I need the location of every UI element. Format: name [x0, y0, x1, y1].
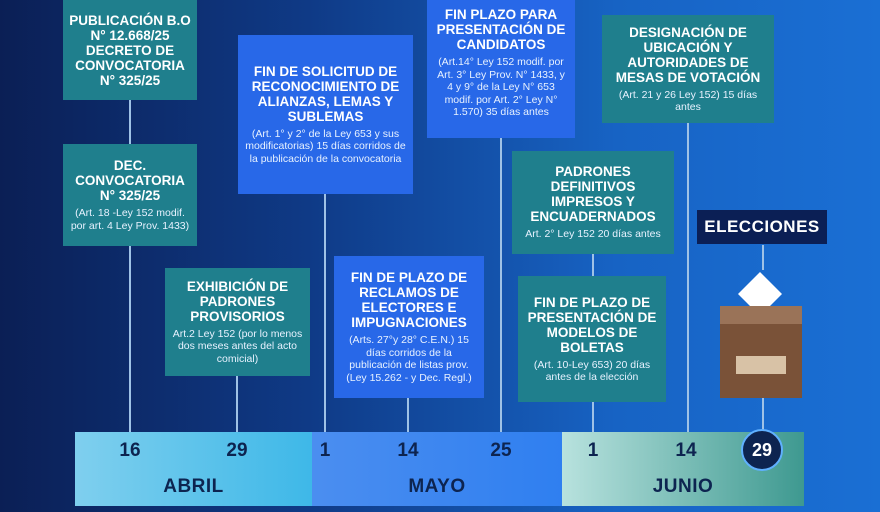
event-padrones-definitivos [512, 151, 674, 254]
day-mayo-25: 25 [490, 440, 512, 461]
event-detail: (Art. 1° y 2° de la Ley 653 y sus modificatorias) 15 días corridos de la publicación de la convocatoria [245, 127, 406, 165]
day-junio-1: 1 [587, 440, 599, 461]
event-exhibicion-padrones [165, 268, 310, 376]
elecciones-label: ELECCIONES [697, 210, 827, 244]
election-day-circle: 29 [741, 429, 783, 471]
event-title: PUBLICACIÓN B.O N° 12.668/25 DECRETO DE CONVOCATORIA N° 325/25 [69, 12, 191, 88]
event-title: DESIGNACIÓN DE UBICACIÓN Y AUTORIDADES DE MESAS DE VOTACIÓN [615, 24, 761, 85]
event-presentacion-candidatos [427, 0, 575, 138]
connector-line [762, 397, 764, 430]
connector-line [592, 402, 594, 432]
event-modelos-boletas [518, 276, 666, 402]
event-detail: Art.2 Ley 152 (por lo menos dos meses antes del acto comicial) [172, 327, 303, 365]
month-abril: ABRIL [163, 476, 224, 497]
event-publicacion-decreto [63, 0, 197, 100]
connector-line [762, 245, 764, 270]
day-abril-16: 16 [119, 440, 141, 461]
connector-line [324, 194, 326, 432]
connector-line [592, 254, 594, 276]
day-mayo-1: 1 [319, 440, 331, 461]
event-title: FIN PLAZO PARA PRESENTACIÓN DE CANDIDATOS [436, 7, 566, 53]
connector-line [687, 123, 689, 432]
event-detail: (Art. 18 -Ley 152 modif. por art. 4 Ley Prov. 1433) [70, 207, 190, 232]
event-detail: Art. 2° Ley 152 20 días antes [525, 228, 661, 241]
event-title: DEC. CONVOCATORIA N° 325/25 [75, 158, 185, 203]
event-detail: (Art. 10-Ley 653) 20 días antes de la elección [533, 358, 651, 383]
day-abril-29: 29 [226, 440, 248, 461]
event-title: EXHIBICIÓN DE PADRONES PROVISORIOS [186, 278, 289, 324]
day-mayo-14: 14 [397, 440, 419, 461]
ballot-box-icon [718, 268, 804, 400]
event-title: FIN DE SOLICITUD DE RECONOCIMIENTO DE ALIANZAS, LEMAS Y SUBLEMAS [251, 63, 400, 124]
connector-line [129, 100, 131, 144]
connector-line [236, 376, 238, 432]
connector-line [407, 398, 409, 432]
event-title: FIN DE PLAZO DE PRESENTACIÓN DE MODELOS DE BOLETAS [527, 294, 657, 355]
event-detail: (Arts. 27°y 28° C.E.N.) 15 días corridos de la publicación de listas prov. (Ley 15.262 - y Dec. Regl.) [346, 334, 472, 384]
event-title: FIN DE PLAZO DE RECLAMOS DE ELECTORES E IMPUGNACIONES [350, 270, 468, 330]
month-junio: JUNIO [652, 476, 714, 497]
event-detail: (Art.14° Ley 152 modif. por Art. 3° Ley Prov. N° 1433, y 4 y 9° de la Ley N° 653 modif. por Art. 2° Ley N° 1.570) 35 días antes [437, 56, 565, 119]
event-title: PADRONES DEFINITIVOS IMPRESOS Y ENCUADERNADOS [530, 164, 656, 225]
connector-line [500, 138, 502, 432]
event-alianzas-lemas [238, 35, 413, 194]
event-reclamos-impugnaciones [334, 256, 484, 398]
month-mayo: MAYO [408, 476, 466, 497]
event-detail: (Art. 21 y 26 Ley 152) 15 días antes [618, 88, 758, 113]
event-mesas-votacion [602, 15, 774, 123]
connector-line [129, 246, 131, 432]
day-junio-14: 14 [675, 440, 697, 461]
event-dec-convocatoria [63, 144, 197, 246]
